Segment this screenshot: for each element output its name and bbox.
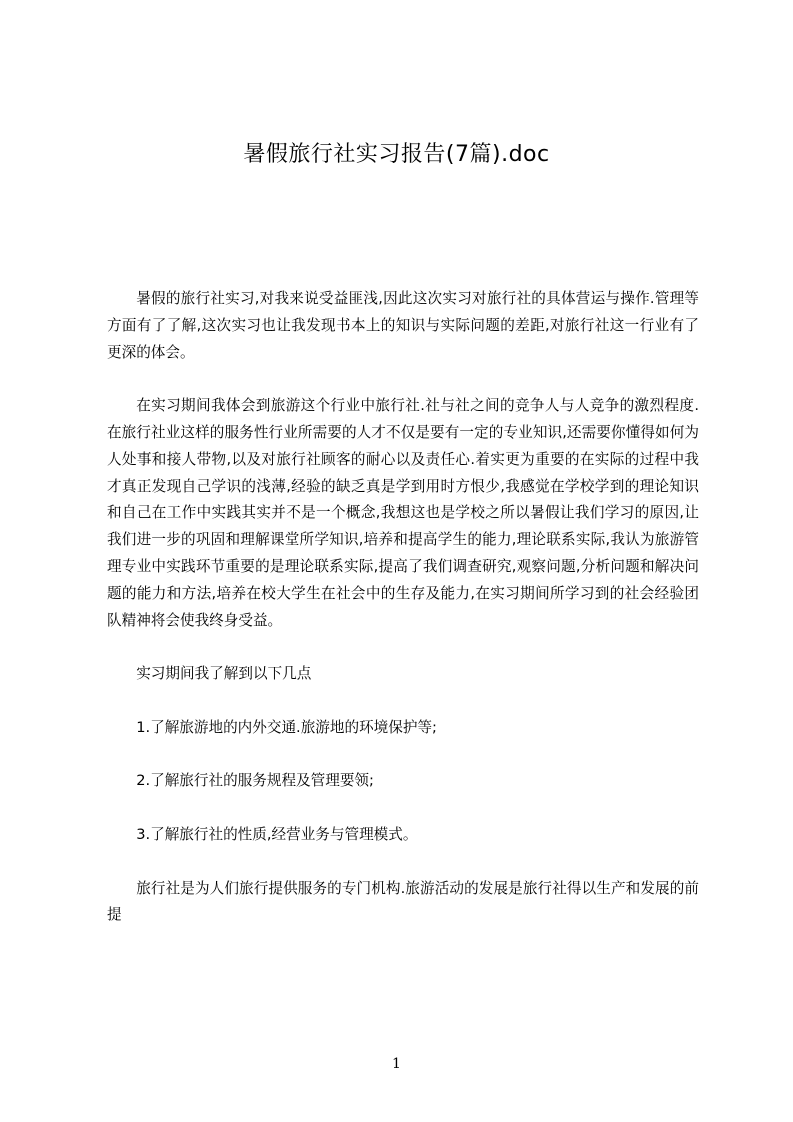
- list-item-2: 2.了解旅行社的服务规程及管理要领;: [136, 772, 374, 790]
- paragraph-experience: 在实习期间我体会到旅游这个行业中旅行社.社与社之间的竞争人与人竞争的激烈程度.在旅行社业这样的服务性行业所需要的人才不仅是要有一定的专业知识,还需要你懂得如何为人处事和接人带物,以及对旅行社顾客的耐心以及责任心.着实更为重要的在实际的过程中我才真正发现自己学识的浅薄,经验的缺乏真是学到用时方恨少,我感觉在学校学到的理论知识和自己在工作中实践其实并不是一个概念,我想这也是学校之所以暑假让我们学习的原因,让我们进一步的巩固和理解课堂所学知识,培养和提高学生的能力,理论联系实际,我认为旅游管理专业中实践环节重要的是理论联系实际,提高了我们调查研究,观察问题,分析问题和解决问题的能力和方法,培养在校大学生在社会中的生存及能力,在实习期间所学习到的社会经验团队精神将会使我终身受益。: [107, 397, 699, 629]
- paragraph-intro: 暑假的旅行社实习,对我来说受益匪浅,因此这次实习对旅行社的具体营运与操作.管理等方面有了了解,这次实习也让我发现书本上的知识与实际问题的差距,对旅行社这一行业有了更深的体会。: [107, 290, 699, 361]
- document-body: [107, 286, 699, 929]
- paragraph-points-intro: 实习期间我了解到以下几点: [136, 665, 312, 683]
- paragraph-gap: [107, 688, 699, 715]
- list-item-3: 3.了解旅行社的性质,经营业务与管理模式。: [136, 825, 418, 843]
- paragraph-travel-agency: 旅行社是为人们旅行提供服务的专门机构.旅游活动的发展是旅行社得以生产和发展的前提: [107, 879, 699, 924]
- paragraph-gap: [107, 742, 699, 769]
- paragraph-gap: [107, 634, 699, 661]
- paragraph-gap: [107, 795, 699, 822]
- document-title: 暑假旅行社实习报告(7篇).doc: [243, 142, 550, 167]
- page-number: 1: [392, 1056, 401, 1072]
- paragraph-gap: [107, 849, 699, 876]
- paragraph-gap: [107, 366, 699, 393]
- list-item-1: 1.了解旅游地的内外交通.旅游地的环境保护等;: [136, 718, 437, 736]
